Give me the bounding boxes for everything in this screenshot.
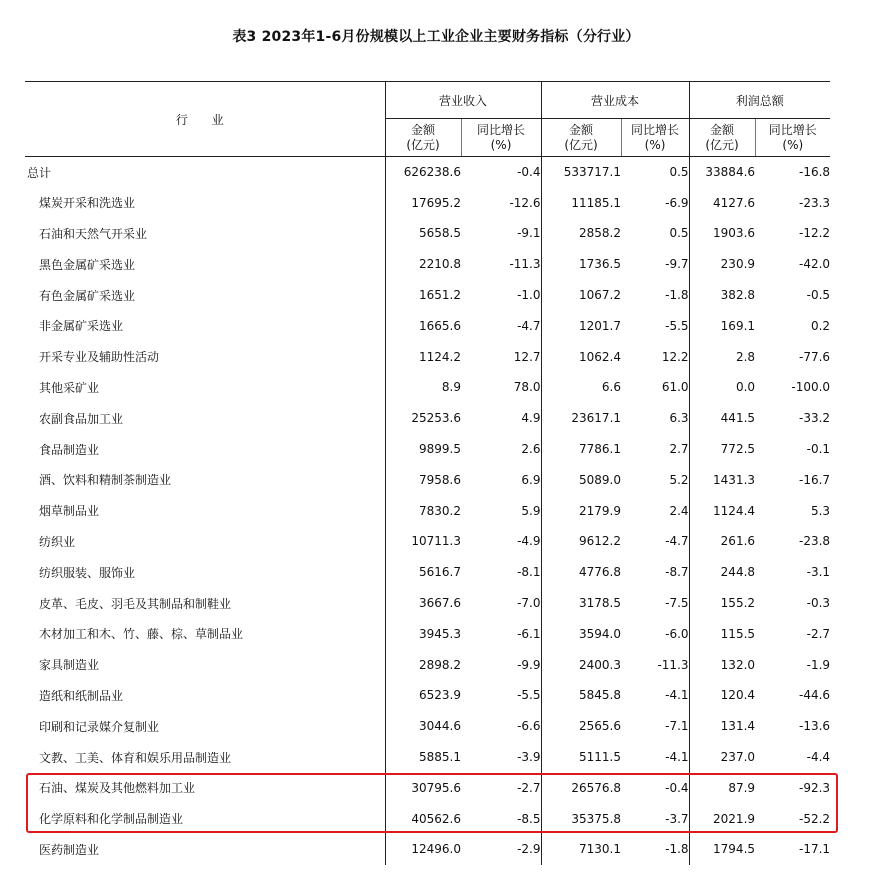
profit-growth-cell: -42.0 bbox=[798, 257, 831, 272]
industry-name: 石油、煤炭及其他燃料加工业 bbox=[39, 781, 196, 796]
header-label: 金额 bbox=[410, 122, 435, 137]
revenue-amount-cell: 10711.3 bbox=[385, 526, 461, 557]
revenue-amount-cell: 1124.2 bbox=[385, 341, 461, 372]
industry-name: 纺织服装、服饰业 bbox=[39, 565, 136, 580]
table-row bbox=[25, 403, 830, 434]
table-row bbox=[25, 649, 830, 680]
cost-growth-cell: -6.9 bbox=[665, 195, 689, 210]
profit-growth-cell: -16.7 bbox=[798, 472, 831, 487]
profit-growth-cell: -92.3 bbox=[798, 780, 831, 795]
industry-name: 开采专业及辅助性活动 bbox=[39, 350, 160, 365]
industry-name: 印刷和记录媒介复制业 bbox=[39, 719, 160, 734]
cost-growth-cell: 5.2 bbox=[669, 472, 689, 487]
profit-group-header: 利润总额 bbox=[689, 82, 830, 119]
header-label: 金额 bbox=[569, 122, 594, 137]
profit-growth-cell: -23.8 bbox=[798, 534, 831, 549]
cost-growth-cell: -5.5 bbox=[665, 318, 689, 333]
cost-amount-cell: 3594.0 bbox=[541, 618, 621, 649]
profit-growth-cell: -2.7 bbox=[806, 626, 831, 641]
revenue-amount-cell: 1651.2 bbox=[385, 280, 461, 311]
revenue-growth-cell: -0.4 bbox=[517, 165, 541, 180]
revenue-growth-cell: 2.6 bbox=[521, 442, 541, 457]
profit-amount-cell: 87.9 bbox=[689, 772, 755, 803]
revenue-growth-cell: -2.9 bbox=[517, 842, 541, 857]
cost-growth-cell: -7.5 bbox=[665, 596, 689, 611]
profit-growth-cell: -33.2 bbox=[798, 411, 831, 426]
revenue-amount-cell: 9899.5 bbox=[385, 434, 461, 465]
revenue-growth-cell: -2.7 bbox=[517, 780, 541, 795]
table-row bbox=[25, 249, 830, 280]
profit-amount-cell: 120.4 bbox=[689, 680, 755, 711]
table-row bbox=[25, 218, 830, 249]
revenue-amount-cell: 7830.2 bbox=[385, 495, 461, 526]
profit-growth-header bbox=[755, 119, 830, 157]
revenue-amount-cell: 5616.7 bbox=[385, 557, 461, 588]
profit-amount-cell: 441.5 bbox=[689, 403, 755, 434]
profit-amount-cell: 2.8 bbox=[689, 341, 755, 372]
table-row bbox=[25, 772, 830, 803]
table-row bbox=[25, 834, 830, 865]
cost-growth-header bbox=[621, 119, 689, 157]
revenue-amount-cell: 1665.6 bbox=[385, 310, 461, 341]
profit-amount-cell: 1124.4 bbox=[689, 495, 755, 526]
industry-name: 其他采矿业 bbox=[39, 380, 100, 395]
revenue-amount-cell: 5658.5 bbox=[385, 218, 461, 249]
header-label: 同比增长 bbox=[768, 122, 817, 137]
revenue-amount-cell: 12496.0 bbox=[385, 834, 461, 865]
table-row bbox=[25, 526, 830, 557]
profit-amount-cell: 169.1 bbox=[689, 310, 755, 341]
table-row bbox=[25, 557, 830, 588]
profit-amount-cell: 261.6 bbox=[689, 526, 755, 557]
revenue-growth-cell: -3.9 bbox=[517, 750, 541, 765]
industry-name: 石油和天然气开采业 bbox=[39, 226, 148, 241]
cost-amount-cell: 1067.2 bbox=[541, 280, 621, 311]
cost-amount-cell: 2858.2 bbox=[541, 218, 621, 249]
profit-amount-header bbox=[689, 119, 755, 157]
profit-growth-cell: -44.6 bbox=[798, 688, 831, 703]
header-unit: (亿元) bbox=[564, 137, 598, 152]
cost-amount-cell: 3178.5 bbox=[541, 588, 621, 619]
cost-amount-cell: 2179.9 bbox=[541, 495, 621, 526]
industry-column-header: 行 业 bbox=[25, 82, 385, 157]
cost-amount-cell: 26576.8 bbox=[541, 772, 621, 803]
profit-amount-cell: 1794.5 bbox=[689, 834, 755, 865]
revenue-group-header: 营业收入 bbox=[385, 82, 541, 119]
profit-amount-cell: 382.8 bbox=[689, 280, 755, 311]
header-label: 同比增长 bbox=[477, 122, 526, 137]
revenue-amount-cell: 40562.6 bbox=[385, 803, 461, 834]
table-title: 表3 2023年1-6月份规模以上工业企业主要财务指标（分行业） bbox=[232, 29, 640, 45]
cost-growth-cell: -4.1 bbox=[665, 688, 689, 703]
profit-amount-cell: 155.2 bbox=[689, 588, 755, 619]
revenue-amount-cell: 6523.9 bbox=[385, 680, 461, 711]
revenue-amount-cell: 3044.6 bbox=[385, 711, 461, 742]
cost-growth-cell: -9.7 bbox=[665, 257, 689, 272]
industry-name: 有色金属矿采选业 bbox=[39, 288, 136, 303]
cost-amount-cell: 5845.8 bbox=[541, 680, 621, 711]
industry-name: 纺织业 bbox=[39, 534, 76, 549]
profit-growth-cell: -1.9 bbox=[806, 657, 831, 672]
table-row bbox=[25, 711, 830, 742]
profit-amount-cell: 1903.6 bbox=[689, 218, 755, 249]
industry-name: 木材加工和木、竹、藤、棕、草制品业 bbox=[39, 627, 244, 642]
cost-growth-cell: -8.7 bbox=[665, 565, 689, 580]
cost-amount-cell: 1736.5 bbox=[541, 249, 621, 280]
table-row bbox=[25, 434, 830, 465]
cost-amount-cell: 6.6 bbox=[541, 372, 621, 403]
cost-growth-cell: -6.0 bbox=[665, 626, 689, 641]
revenue-amount-cell: 3945.3 bbox=[385, 618, 461, 649]
cost-growth-cell: 12.2 bbox=[661, 349, 689, 364]
revenue-amount-cell: 17695.2 bbox=[385, 187, 461, 218]
industry-name: 非金属矿采选业 bbox=[39, 319, 124, 334]
profit-amount-cell: 1431.3 bbox=[689, 464, 755, 495]
profit-amount-cell: 4127.6 bbox=[689, 187, 755, 218]
profit-amount-cell: 132.0 bbox=[689, 649, 755, 680]
cost-growth-cell: 6.3 bbox=[669, 411, 689, 426]
cost-growth-cell: -0.4 bbox=[665, 780, 689, 795]
profit-amount-cell: 772.5 bbox=[689, 434, 755, 465]
table-row bbox=[25, 680, 830, 711]
revenue-growth-cell: -7.0 bbox=[517, 596, 541, 611]
industry-name: 酒、饮料和精制茶制造业 bbox=[39, 473, 172, 488]
cost-amount-header bbox=[541, 119, 621, 157]
cost-growth-cell: 2.7 bbox=[669, 442, 689, 457]
cost-amount-cell: 2565.6 bbox=[541, 711, 621, 742]
profit-growth-cell: -100.0 bbox=[791, 380, 831, 395]
table-row bbox=[25, 495, 830, 526]
revenue-growth-cell: -5.5 bbox=[517, 688, 541, 703]
profit-growth-cell: -16.8 bbox=[798, 165, 831, 180]
profit-growth-cell: -13.6 bbox=[798, 719, 831, 734]
cost-amount-cell: 9612.2 bbox=[541, 526, 621, 557]
industry-name: 医药制造业 bbox=[39, 842, 100, 857]
revenue-growth-cell: 4.9 bbox=[521, 411, 541, 426]
revenue-growth-cell: -8.5 bbox=[517, 811, 541, 826]
revenue-amount-cell: 2898.2 bbox=[385, 649, 461, 680]
cost-amount-cell: 23617.1 bbox=[541, 403, 621, 434]
profit-growth-cell: -3.1 bbox=[806, 565, 831, 580]
profit-growth-cell: 5.3 bbox=[810, 503, 831, 518]
profit-growth-cell: -23.3 bbox=[798, 195, 831, 210]
revenue-amount-header bbox=[385, 119, 461, 157]
table-row bbox=[25, 588, 830, 619]
revenue-growth-cell: -6.1 bbox=[517, 626, 541, 641]
table-row bbox=[25, 280, 830, 311]
revenue-growth-cell: -1.0 bbox=[517, 288, 541, 303]
revenue-growth-cell: -4.7 bbox=[517, 318, 541, 333]
table-row bbox=[25, 310, 830, 341]
revenue-amount-cell: 2210.8 bbox=[385, 249, 461, 280]
cost-amount-cell: 5111.5 bbox=[541, 742, 621, 773]
profit-amount-cell: 2021.9 bbox=[689, 803, 755, 834]
table-row bbox=[25, 372, 830, 403]
revenue-amount-cell: 8.9 bbox=[385, 372, 461, 403]
profit-amount-cell: 237.0 bbox=[689, 742, 755, 773]
profit-growth-cell: -0.5 bbox=[806, 288, 831, 303]
table-row bbox=[25, 464, 830, 495]
header-unit: (亿元) bbox=[705, 137, 739, 152]
revenue-amount-cell: 3667.6 bbox=[385, 588, 461, 619]
table-row bbox=[25, 803, 830, 834]
industry-name: 化学原料和化学制品制造业 bbox=[39, 812, 184, 827]
header-unit: (%) bbox=[644, 137, 666, 152]
header-label: 金额 bbox=[710, 122, 735, 137]
cost-amount-cell: 2400.3 bbox=[541, 649, 621, 680]
cost-amount-cell: 11185.1 bbox=[541, 187, 621, 218]
table-row bbox=[25, 618, 830, 649]
revenue-growth-cell: -6.6 bbox=[517, 719, 541, 734]
revenue-growth-cell: -4.9 bbox=[517, 534, 541, 549]
industry-name: 黑色金属矿采选业 bbox=[39, 257, 136, 272]
profit-growth-cell: -0.3 bbox=[806, 596, 831, 611]
table-row bbox=[25, 341, 830, 372]
industry-name: 煤炭开采和洗选业 bbox=[39, 196, 136, 211]
header-label: 同比增长 bbox=[631, 122, 680, 137]
cost-growth-cell: -3.7 bbox=[665, 811, 689, 826]
cost-growth-cell: -4.7 bbox=[665, 534, 689, 549]
cost-amount-cell: 1201.7 bbox=[541, 310, 621, 341]
cost-amount-cell: 7130.1 bbox=[541, 834, 621, 865]
revenue-growth-cell: 12.7 bbox=[513, 349, 541, 364]
revenue-amount-cell: 25253.6 bbox=[385, 403, 461, 434]
cost-growth-cell: -1.8 bbox=[665, 842, 689, 857]
revenue-amount-cell: 5885.1 bbox=[385, 742, 461, 773]
table-row bbox=[25, 742, 830, 773]
profit-growth-cell: -77.6 bbox=[798, 349, 831, 364]
profit-growth-cell: -52.2 bbox=[798, 811, 831, 826]
cost-amount-cell: 533717.1 bbox=[541, 157, 621, 188]
profit-growth-cell: -12.2 bbox=[798, 226, 831, 241]
revenue-amount-cell: 7958.6 bbox=[385, 464, 461, 495]
cost-growth-cell: -4.1 bbox=[665, 750, 689, 765]
financial-indicators-table bbox=[25, 81, 830, 865]
industry-name: 食品制造业 bbox=[39, 442, 100, 457]
cost-amount-cell: 7786.1 bbox=[541, 434, 621, 465]
header-unit: (%) bbox=[490, 137, 512, 152]
industry-name: 烟草制品业 bbox=[39, 504, 100, 519]
revenue-growth-cell: -11.3 bbox=[509, 257, 541, 272]
cost-growth-cell: 2.4 bbox=[669, 503, 689, 518]
profit-amount-cell: 33884.6 bbox=[689, 157, 755, 188]
revenue-growth-cell: 5.9 bbox=[521, 503, 541, 518]
industry-name: 造纸和纸制品业 bbox=[39, 688, 124, 703]
revenue-amount-cell: 30795.6 bbox=[385, 772, 461, 803]
industry-name: 农副食品加工业 bbox=[39, 411, 124, 426]
cost-growth-cell: -1.8 bbox=[665, 288, 689, 303]
profit-growth-cell: -0.1 bbox=[806, 442, 831, 457]
profit-growth-cell: -4.4 bbox=[806, 750, 831, 765]
cost-growth-cell: -11.3 bbox=[657, 657, 689, 672]
revenue-growth-cell: -9.1 bbox=[517, 226, 541, 241]
table-row bbox=[25, 157, 830, 188]
cost-amount-cell: 35375.8 bbox=[541, 803, 621, 834]
revenue-growth-cell: 78.0 bbox=[513, 380, 541, 395]
cost-amount-cell: 4776.8 bbox=[541, 557, 621, 588]
revenue-amount-cell: 626238.6 bbox=[385, 157, 461, 188]
header-unit: (亿元) bbox=[406, 137, 440, 152]
industry-name: 家具制造业 bbox=[39, 658, 100, 673]
revenue-growth-header bbox=[461, 119, 541, 157]
profit-growth-cell: 0.2 bbox=[810, 318, 831, 333]
table-row bbox=[25, 187, 830, 218]
revenue-growth-cell: -12.6 bbox=[509, 195, 541, 210]
profit-amount-cell: 115.5 bbox=[689, 618, 755, 649]
industry-name: 皮革、毛皮、羽毛及其制品和制鞋业 bbox=[39, 596, 232, 611]
cost-group-header: 营业成本 bbox=[541, 82, 689, 119]
industry-name: 总计 bbox=[27, 165, 52, 180]
profit-growth-cell: -17.1 bbox=[798, 842, 831, 857]
profit-amount-cell: 230.9 bbox=[689, 249, 755, 280]
revenue-growth-cell: -8.1 bbox=[517, 565, 541, 580]
cost-growth-cell: -7.1 bbox=[665, 719, 689, 734]
revenue-growth-cell: -9.9 bbox=[517, 657, 541, 672]
cost-growth-cell: 61.0 bbox=[661, 380, 689, 395]
cost-growth-cell: 0.5 bbox=[669, 226, 689, 241]
profit-amount-cell: 131.4 bbox=[689, 711, 755, 742]
profit-amount-cell: 0.0 bbox=[689, 372, 755, 403]
cost-amount-cell: 5089.0 bbox=[541, 464, 621, 495]
cost-amount-cell: 1062.4 bbox=[541, 341, 621, 372]
industry-name: 文教、工美、体育和娱乐用品制造业 bbox=[39, 750, 232, 765]
header-unit: (%) bbox=[782, 137, 804, 152]
revenue-growth-cell: 6.9 bbox=[521, 472, 541, 487]
cost-growth-cell: 0.5 bbox=[669, 165, 689, 180]
profit-amount-cell: 244.8 bbox=[689, 557, 755, 588]
